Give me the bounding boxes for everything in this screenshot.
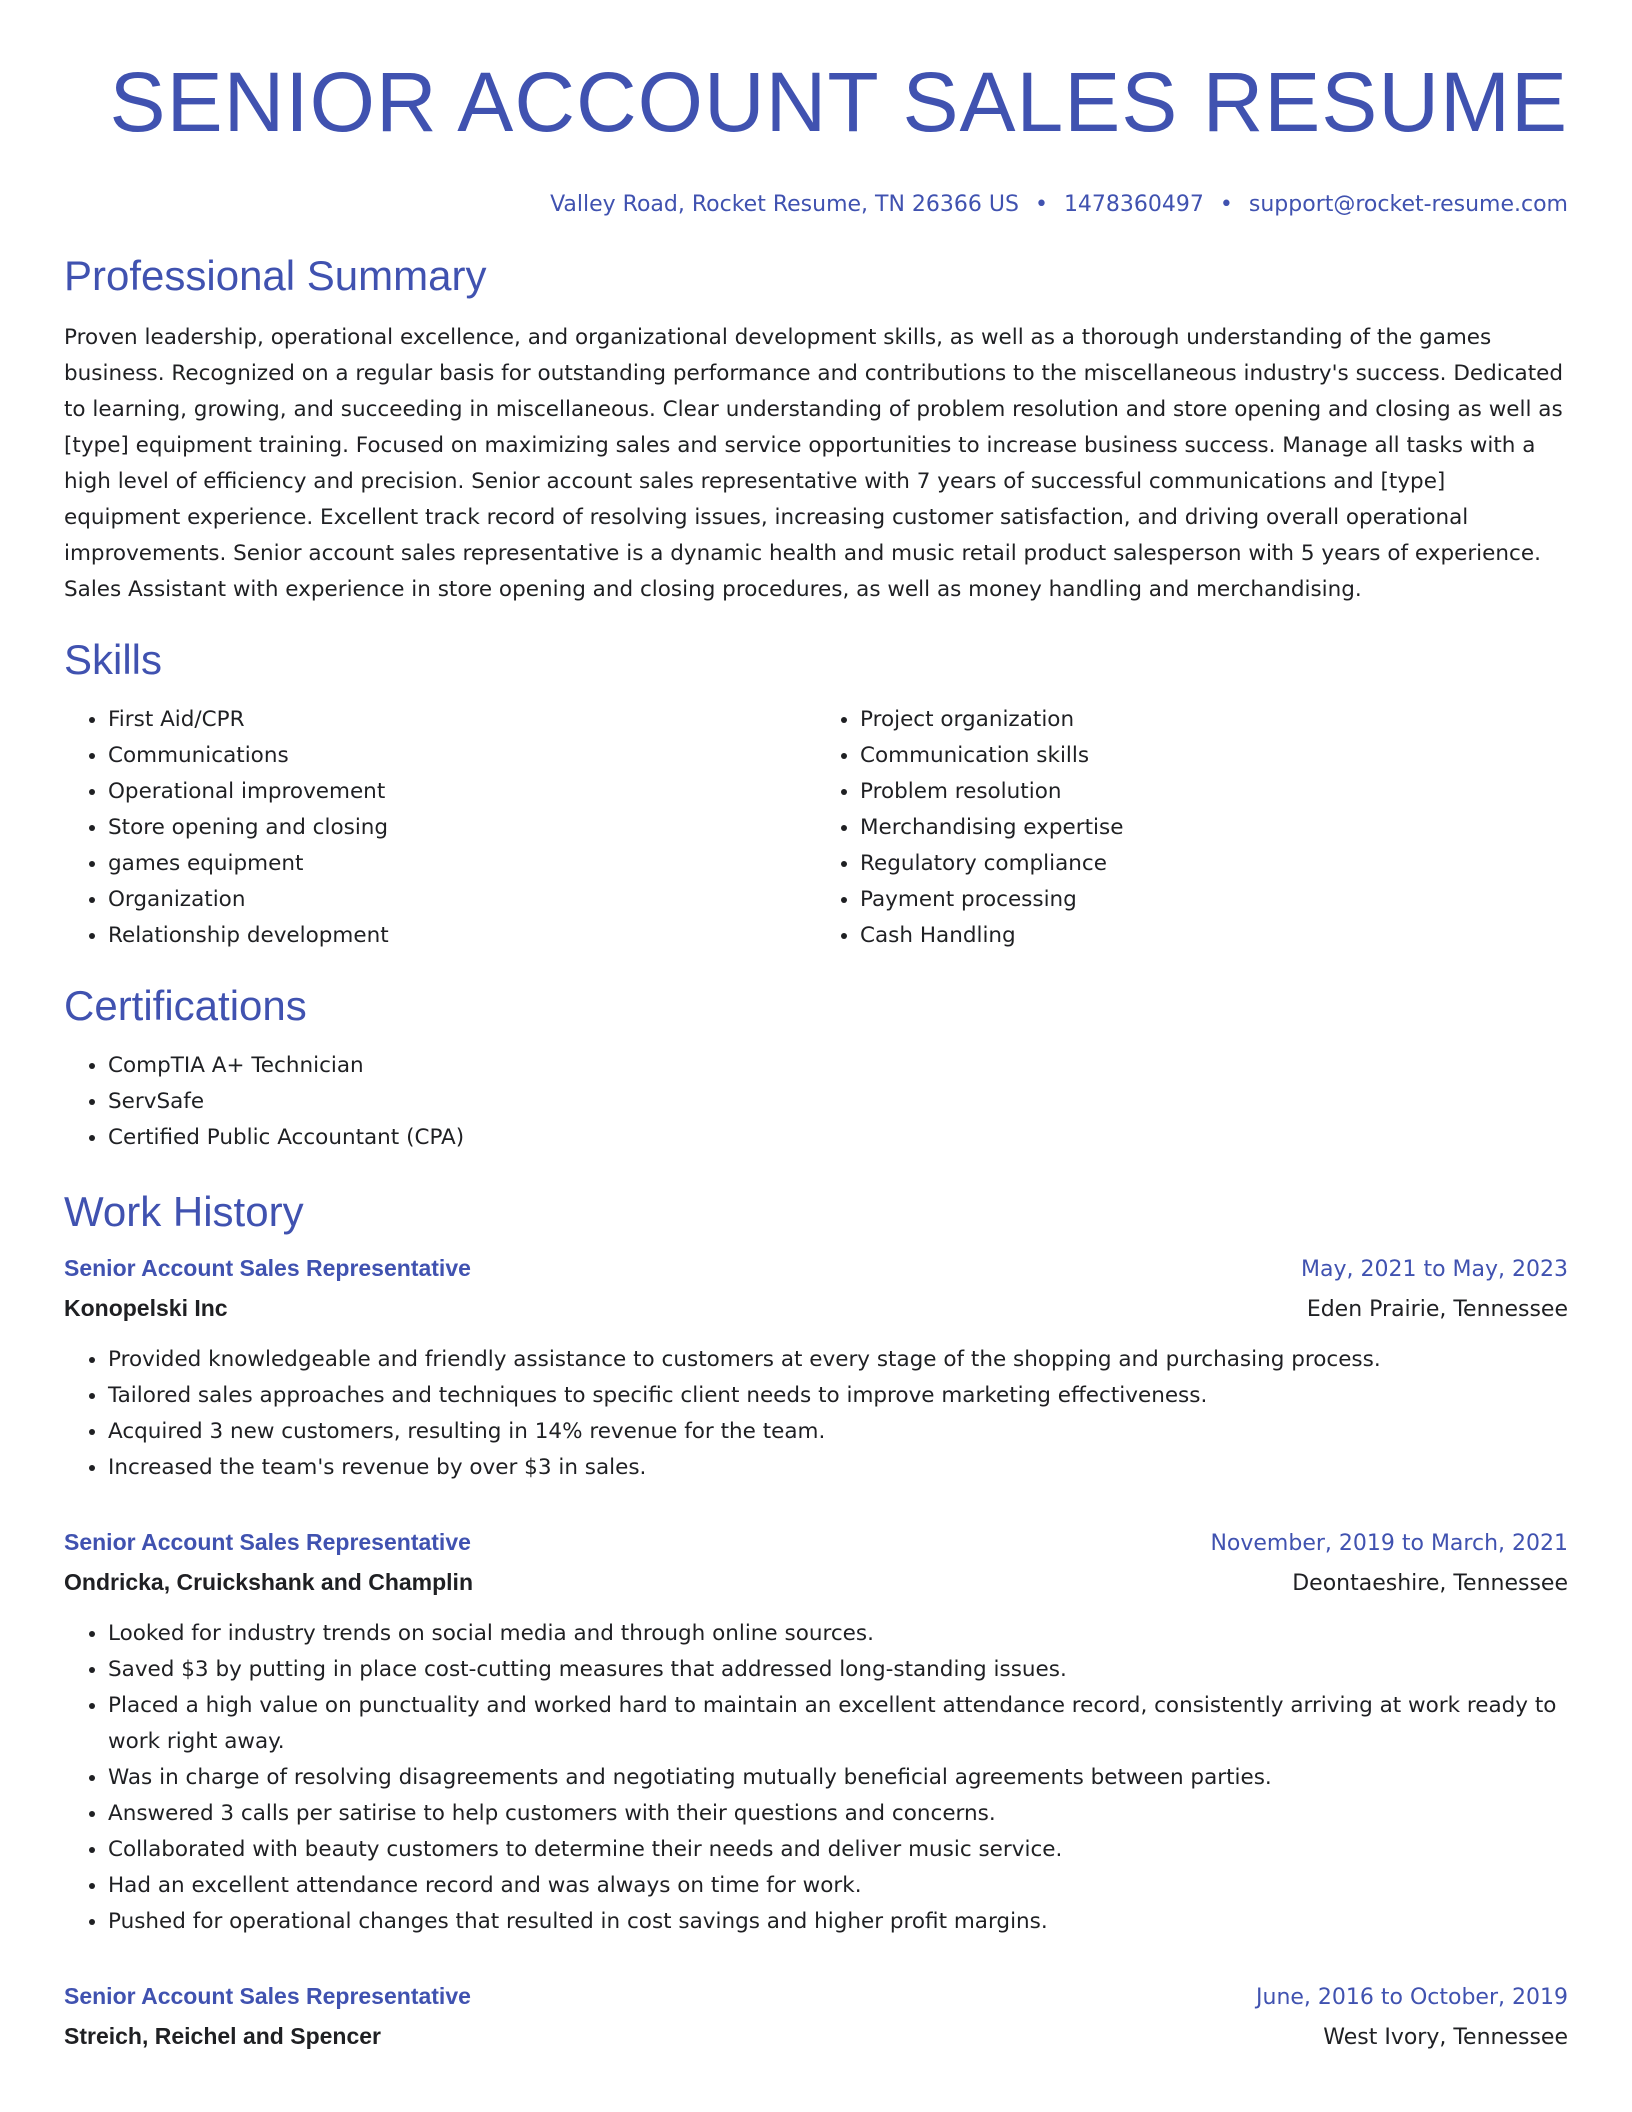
job-location: West Ivory, Tennessee <box>1323 2025 1568 2050</box>
contact-phone: 1478360497 <box>1063 192 1204 217</box>
contact-email[interactable]: support@rocket-resume.com <box>1248 192 1568 217</box>
job-dates: November, 2019 to March, 2021 <box>1210 1531 1568 1556</box>
skill-item: • First Aid/CPR <box>108 702 816 738</box>
job-bullet: • Tailored sales approaches and techniques to specific client needs to improve marketing effectiveness. <box>108 1378 1568 1414</box>
certifications-heading: Certifications <box>64 982 307 1029</box>
skill-item: • Operational improvement <box>108 774 816 810</box>
job-company-row <box>64 1562 1568 1604</box>
job-title-row <box>64 1978 1568 2016</box>
job-bullet: • Answered 3 calls per satirise to help customers with their questions and concerns. <box>108 1796 1568 1832</box>
skill-item: • Merchandising expertise <box>860 810 1568 846</box>
job-entry <box>64 1524 1568 1940</box>
job-location: Deontaeshire, Tennessee <box>1292 1571 1568 1596</box>
skill-item: • Problem resolution <box>860 774 1568 810</box>
skills-heading: Skills <box>64 636 163 683</box>
job-entry <box>64 1250 1568 1486</box>
job-bullet: • Had an excellent attendance record and was always on time for work. <box>108 1868 1568 1904</box>
skill-item: • Relationship development <box>108 918 816 954</box>
job-bullet: • Increased the team's revenue by over $3 in sales. <box>108 1450 1568 1486</box>
skills-column-left <box>64 702 816 954</box>
skill-item: • Regulatory compliance <box>860 846 1568 882</box>
skill-item: • Store opening and closing <box>108 810 816 846</box>
certification-item: • ServSafe <box>108 1084 1568 1120</box>
resume-header <box>64 0 1568 220</box>
job-title-row <box>64 1250 1568 1288</box>
job-title-row <box>64 1524 1568 1562</box>
job-bullet: • Acquired 3 new customers, resulting in 14% revenue for the team. <box>108 1414 1568 1450</box>
skills-column-right <box>816 702 1568 954</box>
resume-title: SENIOR ACCOUNT SALES RESUME <box>109 55 1568 149</box>
job-company: Ondricka, Cruickshank and Champlin <box>64 1569 473 1595</box>
job-company-row <box>64 2016 1568 2058</box>
contact-line <box>64 190 1568 220</box>
skill-item: • Organization <box>108 882 816 918</box>
job-dates: June, 2016 to October, 2019 <box>1256 1985 1568 2010</box>
job-company: Streich, Reichel and Spencer <box>64 2023 382 2049</box>
skill-item: • games equipment <box>108 846 816 882</box>
job-bullet: • Placed a high value on punctuality and worked hard to maintain an excellent attendance record, consistently arriving at work ready to work right away. <box>108 1688 1568 1760</box>
skill-item: • Cash Handling <box>860 918 1568 954</box>
job-title: Senior Account Sales Representative <box>64 1983 471 2009</box>
job-entry <box>64 1978 1568 2058</box>
summary-text: Proven leadership, operational excellence, and organizational development skills, as well as a thorough understanding of the games business. Recognized on a regular basis for outstanding performance and contributions to the miscellaneous industry's success. Dedicated to learning, growing, and succeeding in miscellaneous. Clear understanding of problem resolution and store opening and closing as well as [type] equipment training. Focused on maximizing sales and service opportunities to increase business success. Manage all tasks with a high level of efficiency and precision. Senior account sales representative with 7 years of successful communications and [type] equipment experience. Excellent track record of resolving issues, increasing customer satisfaction, and driving overall operational improvements. Senior account sales representative is a dynamic health and music retail product salesperson with 5 years of experience. Sales Assistant with experience in store opening and closing procedures, as well as money handling and merchandising. <box>64 325 1564 602</box>
job-title: Senior Account Sales Representative <box>64 1255 471 1281</box>
job-bullets <box>64 1616 1568 1940</box>
job-title: Senior Account Sales Representative <box>64 1529 471 1555</box>
contact-separator: • <box>1034 192 1048 217</box>
job-bullets <box>64 1342 1568 1486</box>
skills-list <box>64 702 1568 954</box>
certifications-list <box>64 1048 1568 1156</box>
skill-item: • Project organization <box>860 702 1568 738</box>
job-bullet: • Saved $3 by putting in place cost-cutting measures that addressed long-standing issues. <box>108 1652 1568 1688</box>
job-company-row <box>64 1288 1568 1330</box>
skill-item: • Communication skills <box>860 738 1568 774</box>
contact-separator: • <box>1219 192 1233 217</box>
skill-item: • Payment processing <box>860 882 1568 918</box>
job-bullet: • Provided knowledgeable and friendly assistance to customers at every stage of the shopping and purchasing process. <box>108 1342 1568 1378</box>
summary-heading: Professional Summary <box>64 252 487 299</box>
work-history-heading: Work History <box>64 1188 304 1235</box>
job-bullet: • Collaborated with beauty customers to determine their needs and deliver music service. <box>108 1832 1568 1868</box>
job-company: Konopelski Inc <box>64 1295 228 1321</box>
job-location: Eden Prairie, Tennessee <box>1306 1297 1568 1322</box>
job-bullet: • Looked for industry trends on social media and through online sources. <box>108 1616 1568 1652</box>
job-bullet: • Was in charge of resolving disagreements and negotiating mutually beneficial agreements between parties. <box>108 1760 1568 1796</box>
job-dates: May, 2021 to May, 2023 <box>1301 1257 1568 1282</box>
certification-item: • CompTIA A+ Technician <box>108 1048 1568 1084</box>
certification-item: • Certified Public Accountant (CPA) <box>108 1120 1568 1156</box>
contact-address: Valley Road, Rocket Resume, TN 26366 US <box>550 192 1019 217</box>
job-bullet: • Pushed for operational changes that resulted in cost savings and higher profit margins. <box>108 1904 1568 1940</box>
skill-item: • Communications <box>108 738 816 774</box>
